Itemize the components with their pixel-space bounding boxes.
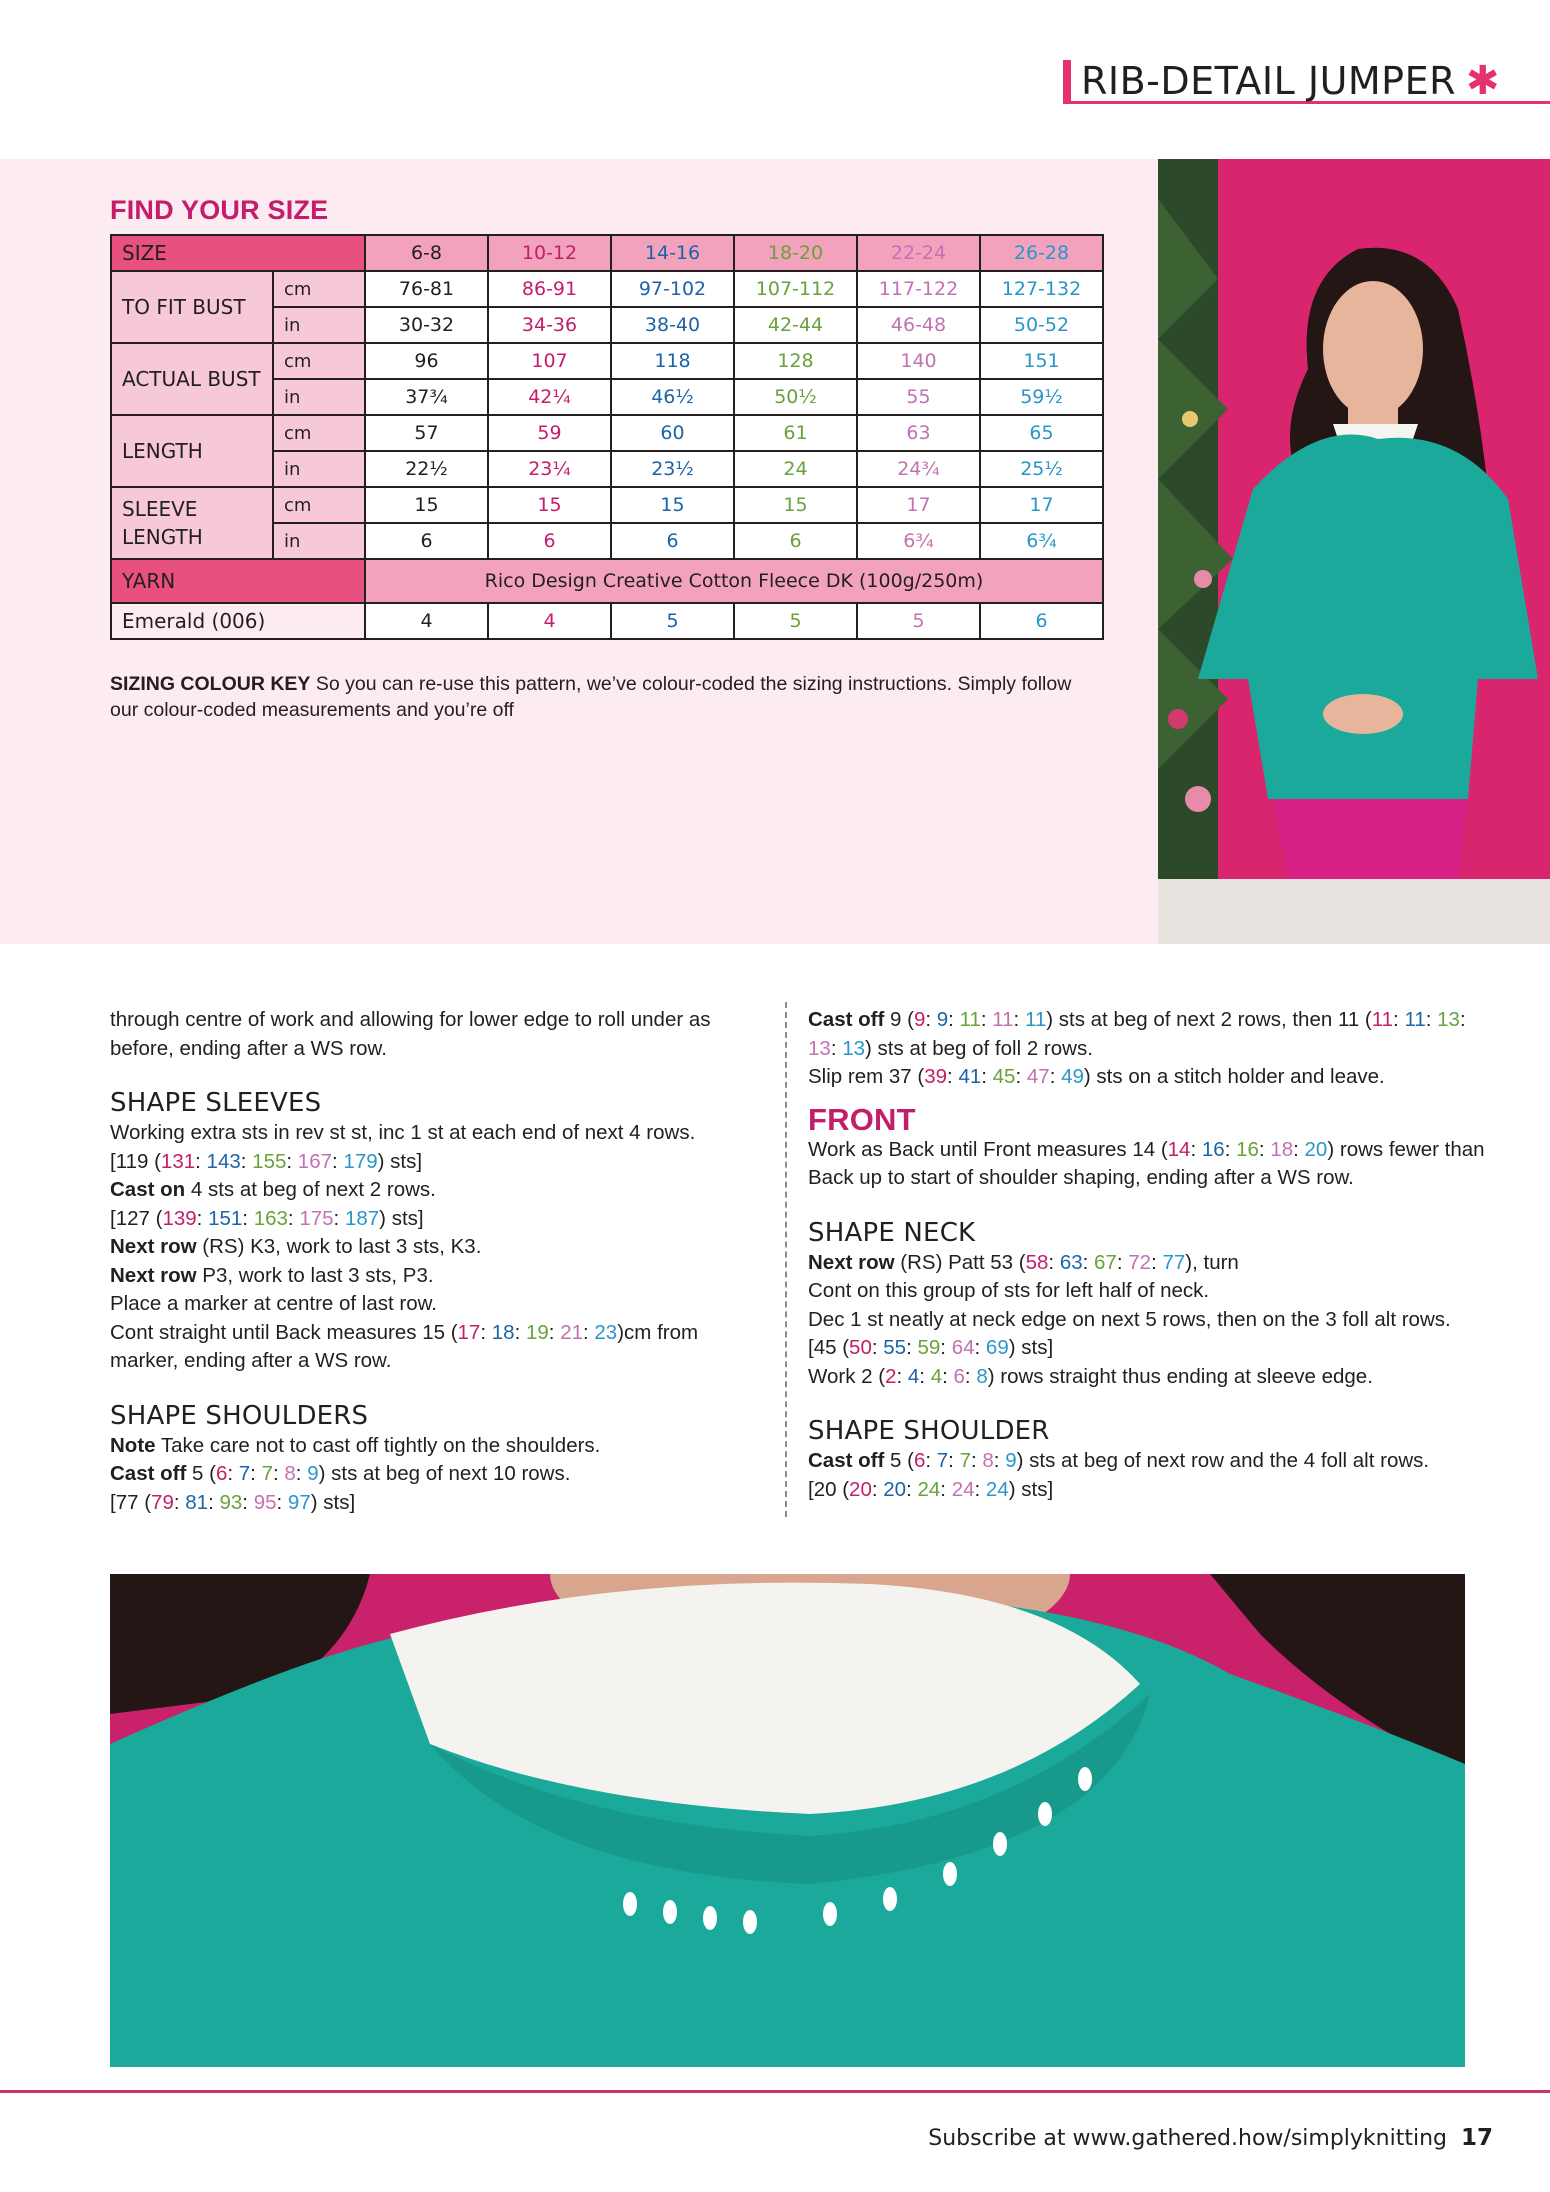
bust-cm-row [111,271,1103,307]
footer-rule [0,2090,1550,2093]
table-cell: 25½ [980,451,1103,487]
size-guide-heading: FIND YOUR SIZE [110,195,329,225]
table-cell: 5 [857,603,980,639]
table-cell: 15 [488,487,611,523]
table-cell: 37¾ [365,379,488,415]
table-cell: 24 [734,451,857,487]
table-cell: 15 [611,487,734,523]
dec-line: Dec 1 st neatly at neck edge on next 5 rows, then on the 3 foll alt rows. [808,1307,1451,1331]
table-cell: 5 [734,603,857,639]
table-cell: 50-52 [980,307,1103,343]
pattern-title-text: RIB-DETAIL JUMPER [1081,58,1457,103]
next-row-line: Next row (RS) K3, work to last 3 sts, K3. [110,1235,482,1258]
sleeve-label-line: SLEEVE [122,497,198,521]
table-cell: 57 [365,415,488,451]
size-row [111,235,1103,271]
footer [928,2125,1493,2151]
table-cell: 151 [980,343,1103,379]
table-cell: 97-102 [611,271,734,307]
actual-bust-cm-row [111,343,1103,379]
size-label: SIZE [111,235,365,271]
front-line: Work as Back until Front measures 14 (14: 16: 16: 18: 20) rows fewer than Back up to start of shoulder shaping, ending after a WS row. [808,1137,1485,1189]
subscribe-link[interactable]: Subscribe at www.gathered.how/simplyknitting [928,2126,1447,2151]
sleeves-line: Working extra sts in rev st st, inc 1 st at each end of next 4 rows. [110,1121,696,1144]
table-cell: 76-81 [365,271,488,307]
table-cell: 42¼ [488,379,611,415]
neckline-closeup-photo [110,1574,1465,2067]
next-row-line: Next row (RS) Patt 53 (58: 63: 67: 72: 77), turn [808,1250,1239,1274]
shape-shoulder-heading: SHAPE SHOULDER [808,1416,1050,1446]
work-line: Work 2 (2: 4: 4: 6: 8) rows straight thus ending at sleeve edge. [808,1364,1373,1388]
cont-line: Cont on this group of sts for left half of neck. [808,1279,1210,1302]
shoulders-sts: [77 (79: 81: 93: 95: 97) sts] [110,1490,356,1514]
unit-label: cm [273,343,365,379]
cast-on-line: Cast on 4 sts at beg of next 2 rows. [110,1178,436,1201]
sizing-colour-key [110,671,1090,723]
sizing-key-text: So you can re-use this pattern, we’ve colour-coded the sizing instructions. Simply follow our colour-coded measurements and you’re off [110,673,1072,721]
table-cell: 6¾ [857,523,980,559]
table-cell: 34-36 [488,307,611,343]
neck-sts: [45 (50: 55: 59: 64: 69) sts] [808,1336,1054,1359]
pattern-title [1063,60,1550,104]
table-cell: 23¼ [488,451,611,487]
size-cell: 10-12 [488,235,611,271]
table-cell: 6 [365,523,488,559]
table-cell: 140 [857,343,980,379]
table-cell: 42-44 [734,307,857,343]
colour-name: Emerald (006) [111,603,365,639]
yarn-name: Rico Design Creative Cotton Fleece DK (100g/250m) [365,559,1103,603]
table-cell: 65 [980,415,1103,451]
size-cell: 26-28 [980,235,1103,271]
cont-line: Cont straight until Back measures 15 (17: 18: 19: 21: 23)cm from marker, ending after a WS row. [110,1320,699,1372]
sleeve-cm-row [111,487,1103,523]
cast-off-line: Cast off 5 (6: 7: 7: 8: 9) sts at beg of next 10 rows. [110,1462,571,1485]
slip-line: Slip rem 37 (39: 41: 45: 47: 49) sts on a stitch holder and leave. [808,1065,1385,1088]
table-cell: 22½ [365,451,488,487]
size-cell: 22-24 [857,235,980,271]
sleeves-sts: [119 (131: 143: 155: 167: 179) sts] [110,1149,423,1173]
table-cell: 24¾ [857,451,980,487]
table-cell: 46-48 [857,307,980,343]
intro-text: through centre of work and allowing for lower edge to roll under as before, ending after a WS row. [110,1008,711,1060]
cast-off-line: Cast off 9 (9: 9: 11: 11: 11) sts at beg of next 2 rows, then 11 (11: 11: 13: 13: 13) sts at beg of foll 2 rows. [808,1008,1466,1060]
table-cell: 107 [488,343,611,379]
table-cell: 17 [857,487,980,523]
shape-shoulders-heading: SHAPE SHOULDERS [110,1400,369,1431]
sleeves-sts-2: [127 (139: 151: 163: 175: 187) sts] [110,1206,424,1230]
table-cell: 6 [980,603,1103,639]
next-row-line: Next row P3, work to last 3 sts, P3. [110,1263,434,1287]
table-cell: 128 [734,343,857,379]
table-cell: 38-40 [611,307,734,343]
table-cell: 63 [857,415,980,451]
model-photo [1158,159,1550,944]
shape-neck-heading: SHAPE NECK [808,1217,976,1248]
table-cell: 6¾ [980,523,1103,559]
measurement-label [111,487,273,559]
measurement-label: ACTUAL BUST [111,343,273,415]
table-cell: 107-112 [734,271,857,307]
size-cell: 6-8 [365,235,488,271]
table-cell: 50½ [734,379,857,415]
unit-label: cm [273,271,365,307]
yarn-row [111,559,1103,603]
measurement-label: TO FIT BUST [111,271,273,343]
shape-sleeves-heading: SHAPE SLEEVES [110,1088,322,1118]
asterisk-icon: ✱ [1466,58,1500,103]
marker-line: Place a marker at centre of last row. [110,1292,437,1315]
table-cell: 17 [980,487,1103,523]
table-cell: 61 [734,415,857,451]
table-cell: 6 [488,523,611,559]
table-cell: 23½ [611,451,734,487]
table-cell: 15 [734,487,857,523]
unit-label: in [273,451,365,487]
table-cell: 60 [611,415,734,451]
table-cell: 118 [611,343,734,379]
table-cell: 5 [611,603,734,639]
unit-label: in [273,523,365,559]
table-cell: 86-91 [488,271,611,307]
yarn-label: YARN [111,559,365,603]
table-cell: 30-32 [365,307,488,343]
table-cell: 4 [365,603,488,639]
measurement-label: LENGTH [111,415,273,487]
length-cm-row [111,415,1103,451]
column-divider [785,1002,787,1517]
left-column [110,1006,760,1517]
table-cell: 96 [365,343,488,379]
note-line: Note Take care not to cast off tightly on the shoulders. [110,1433,601,1457]
unit-label: in [273,307,365,343]
neckline-illustration [110,1574,1465,2067]
table-cell: 6 [734,523,857,559]
cast-off-line: Cast off 5 (6: 7: 7: 8: 9) sts at beg of next row and the 4 foll alt rows. [808,1449,1430,1472]
unit-label: in [273,379,365,415]
table-cell: 15 [365,487,488,523]
table-cell: 55 [857,379,980,415]
size-table [110,234,1104,640]
model-illustration [1158,159,1550,944]
table-cell: 59½ [980,379,1103,415]
unit-label: cm [273,487,365,523]
table-cell: 117-122 [857,271,980,307]
table-cell: 6 [611,523,734,559]
table-cell: 127-132 [980,271,1103,307]
right-column [808,1006,1488,1504]
front-heading: FRONT [808,1101,916,1137]
sizing-key-title: SIZING COLOUR KEY [110,673,311,695]
table-cell: 46½ [611,379,734,415]
page-number: 17 [1460,2125,1493,2151]
size-cell: 14-16 [611,235,734,271]
sleeve-label-line: LENGTH [122,525,203,549]
colour-row [111,603,1103,639]
table-cell: 59 [488,415,611,451]
size-cell: 18-20 [734,235,857,271]
unit-label: cm [273,415,365,451]
table-cell: 4 [488,603,611,639]
shoulder-sts: [20 (20: 20: 24: 24: 24) sts] [808,1477,1054,1501]
